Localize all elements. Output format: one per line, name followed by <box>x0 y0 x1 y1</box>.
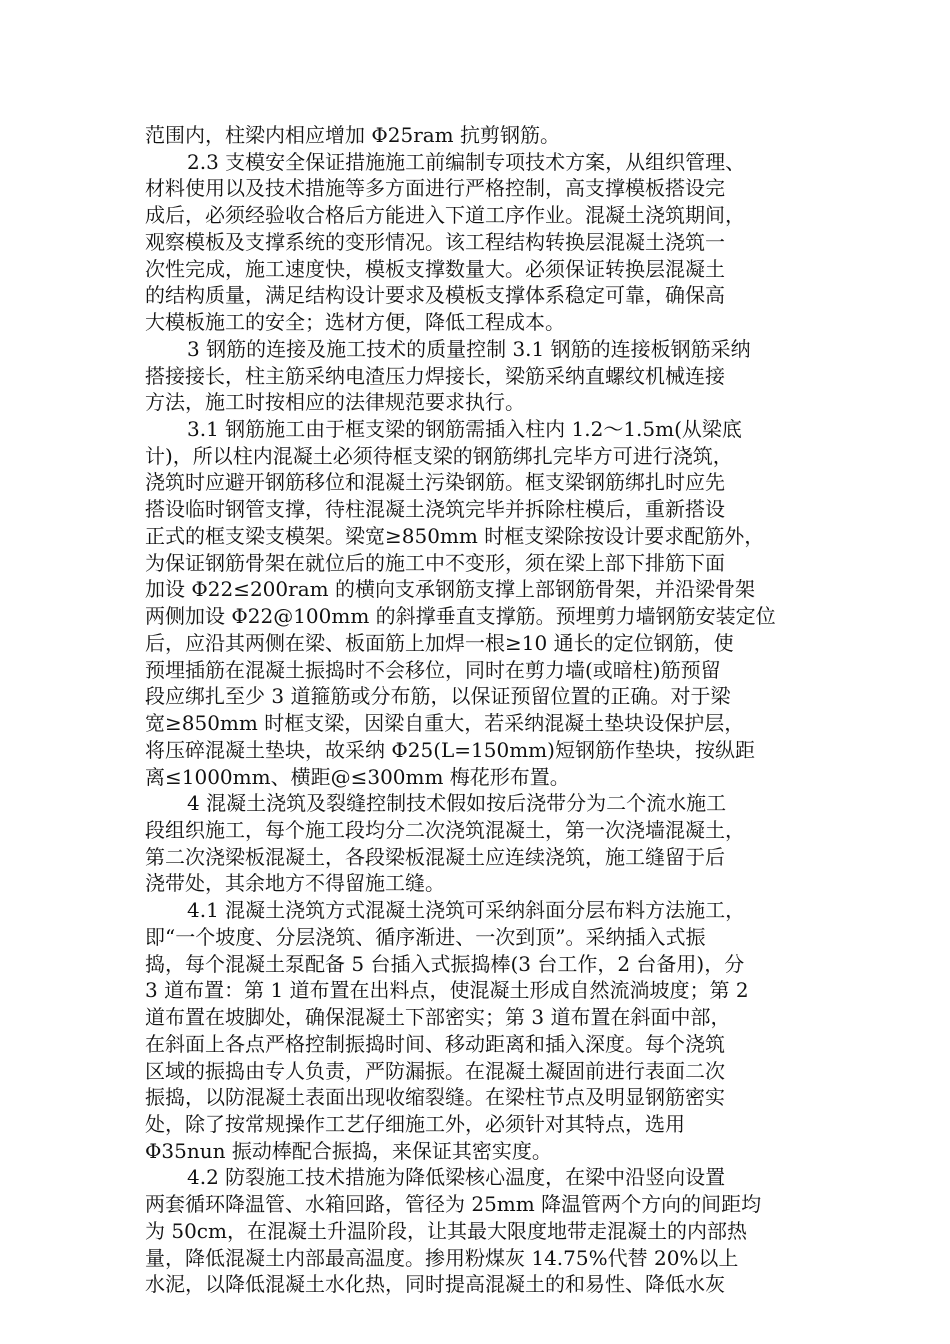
text-line: 第二次浇梁板混凝土，各段梁板混凝土应连续浇筑，施工缝留于后 <box>145 845 725 869</box>
text-line: 浇筑时应避开钢筋移位和混凝土污染钢筋。框支梁钢筋绑扎时应先 <box>145 470 725 494</box>
text-line: 处，除了按常规操作工艺仔细施工外，必须针对其特点，选用 <box>145 1112 685 1136</box>
text-line: 加设 Φ22≤200ram 的横向支承钢筋支撑上部钢筋骨架，并沿梁骨架 <box>145 577 755 601</box>
text-line: 搭设临时钢管支撑，待柱混凝土浇筑完毕并拆除柱模后，重新搭设 <box>145 497 725 521</box>
text-line: 浇带处，其余地方不得留施工缝。 <box>145 871 445 895</box>
paragraph-first-line: 2.3 支模安全保证措施施工前编制专项技术方案，从组织管理、 <box>187 150 746 174</box>
text-line: 量，降低混凝土内部最高温度。掺用粉煤灰 14.75%代替 20%以上 <box>145 1246 739 1270</box>
text-line: 道布置在坡脚处，确保混凝土下部密实；第 3 道布置在斜面中部， <box>145 1005 731 1029</box>
text-line: 区域的振捣由专人负责，严防漏振。在混凝土凝固前进行表面二次 <box>145 1059 725 1083</box>
text-line: 材料使用以及技术措施等多方面进行严格控制，高支撑模板搭设完 <box>145 176 725 200</box>
text-line: 范围内，柱梁内相应增加 Φ25ram 抗剪钢筋。 <box>145 123 561 147</box>
paragraph-first-line: 4.1 混凝土浇筑方式混凝土浇筑可采纳斜面分层布料方法施工， <box>187 898 746 922</box>
text-line: 计)，所以柱内混凝土必须待框支梁的钢筋绑扎完毕方可进行浇筑， <box>145 444 733 468</box>
text-line: 捣，每个混凝土泵配备 5 台插入式振捣棒(3 台工作，2 台备用)，分 <box>145 952 745 976</box>
paragraph-first-line: 4.2 防裂施工技术措施为降低梁核心温度，在梁中沿竖向设置 <box>187 1165 726 1189</box>
text-line: 后，应沿其两侧在梁、板面筋上加焊一根≥10 通长的定位钢筋，使 <box>145 631 734 655</box>
text-line: 预埋插筋在混凝土振捣时不会移位，同时在剪力墙(或暗柱)筋预留 <box>145 658 721 682</box>
text-line: 振捣，以防混凝土表面出现收缩裂缝。在梁柱节点及明显钢筋密实 <box>145 1085 725 1109</box>
text-line: 在斜面上各点严格控制振捣时间、移动距离和插入深度。每个浇筑 <box>145 1032 725 1056</box>
text-line: 两套循环降温管、水箱回路，管径为 25mm 降温管两个方向的间距均 <box>145 1192 762 1216</box>
paragraph-first-line: 3 钢筋的连接及施工技术的质量控制 3.1 钢筋的连接板钢筋采纳 <box>187 337 751 361</box>
text-line: Φ35nun 振动棒配合振捣，来保证其密实度。 <box>145 1139 552 1163</box>
text-line: 观察模板及支撑系统的变形情况。该工程结构转换层混凝土浇筑一 <box>145 230 725 254</box>
text-line: 段应绑扎至少 3 道箍筋或分布筋，以保证预留位置的正确。对于梁 <box>145 684 731 708</box>
text-line: 正式的框支梁支模架。梁宽≥850mm 时框支梁除按设计要求配筋外， <box>145 524 765 548</box>
paragraph-first-line: 4 混凝土浇筑及裂缝控制技术假如按后浇带分为二个流水施工 <box>187 791 727 815</box>
text-line: 成后，必须经验收合格后方能进入下道工序作业。混凝土浇筑期间， <box>145 203 745 227</box>
text-line: 水泥，以降低混凝土水化热，同时提高混凝土的和易性、降低水灰 <box>145 1272 725 1296</box>
text-line: 为 50cm，在混凝土升温阶段，让其最大限度地带走混凝土的内部热 <box>145 1219 747 1243</box>
text-line: 离≤1000mm、横距@≤300mm 梅花形布置。 <box>145 765 570 789</box>
text-line: 宽≥850mm 时框支梁，因梁自重大，若采纳混凝土垫块设保护层， <box>145 711 745 735</box>
text-line: 的结构质量，满足结构设计要求及模板支撑体系稳定可靠，确保高 <box>145 283 725 307</box>
text-line: 方法，施工时按相应的法律规范要求执行。 <box>145 390 525 414</box>
text-line: 即“一个坡度、分层浇筑、循序渐进、一次到顶”。采纳插入式振 <box>145 925 706 949</box>
text-line: 搭接接长，柱主筋采纳电渣压力焊接长，梁筋采纳直螺纹机械连接 <box>145 364 725 388</box>
text-line: 为保证钢筋骨架在就位后的施工中不变形，须在梁上部下排筋下面 <box>145 551 725 575</box>
text-line: 次性完成，施工速度快，模板支撑数量大。必须保证转换层混凝土 <box>145 257 725 281</box>
paragraph-first-line: 3.1 钢筋施工由于框支梁的钢筋需插入柱内 1.2～1.5m(从梁底 <box>187 417 742 441</box>
text-line: 3 道布置：第 1 道布置在出料点，使混凝土形成自然流淌坡度；第 2 <box>145 978 749 1002</box>
text-line: 大模板施工的安全；选材方便，降低工程成本。 <box>145 310 565 334</box>
text-line: 两侧加设 Φ22@100mm 的斜撑垂直支撑筋。预埋剪力墙钢筋安装定位 <box>145 604 776 628</box>
text-line: 段组织施工，每个施工段均分二次浇筑混凝土，第一次浇墙混凝土， <box>145 818 745 842</box>
text-line: 将压碎混凝土垫块，故采纳 Φ25(L=150mm)短钢筋作垫块，按纵距 <box>145 738 755 762</box>
